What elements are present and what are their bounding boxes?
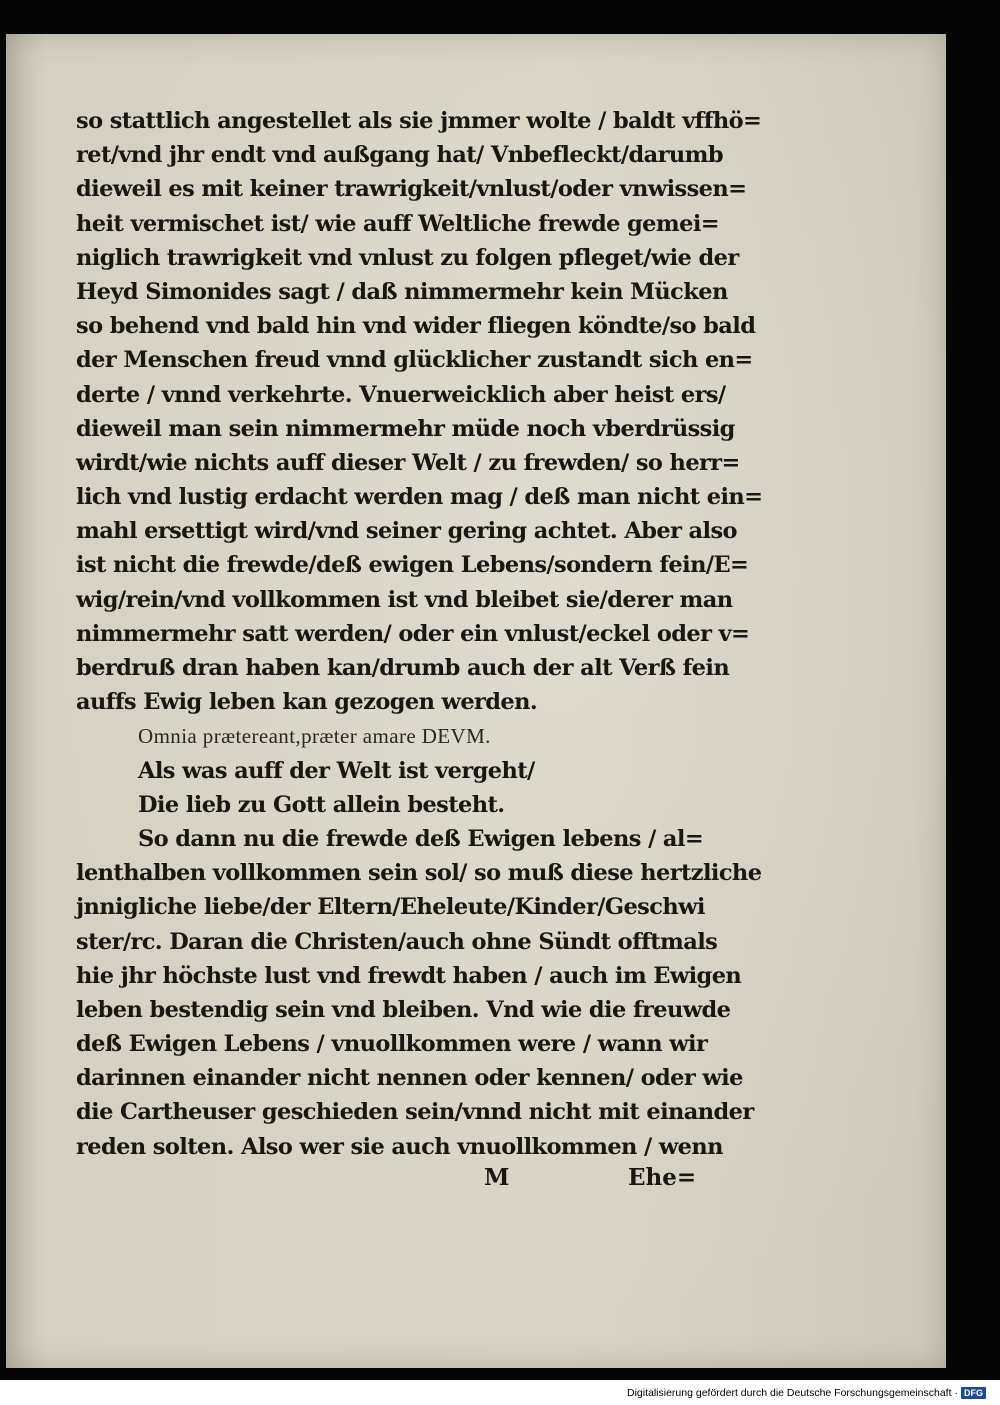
- verse-line: Die lieb zu Gott allein besteht.: [138, 791, 505, 818]
- text-line: derte / vnnd verkehrte. Vnuerweicklich aber heist ers/: [76, 381, 726, 408]
- text-line: reden solten. Also wer sie auch vnuollkommen / wenn: [76, 1133, 723, 1160]
- text-line: lenthalben vollkommen sein sol/ so muß diese hertzliche: [76, 860, 762, 887]
- text-line: ster/rc. Daran die Christen/auch ohne Sündt offtmals: [76, 928, 718, 955]
- text-line: der Menschen freud vnnd glücklicher zustandt sich en=: [76, 347, 753, 374]
- text-line: berdruß dran haben kan/drumb auch der alt Verß fein: [76, 655, 730, 681]
- text-line: lich vnd lustig erdacht werden mag / deß man nicht ein=: [76, 484, 763, 511]
- footer-text: Digitalisierung gefördert durch die Deutsche Forschungsgemeinschaft: [626, 1386, 952, 1399]
- text-line: heit vermischet ist/ wie auff Weltliche frewde gemei=: [76, 210, 720, 237]
- page-foot: [76, 1164, 716, 1200]
- text-line: dieweil man sein nimmermehr müde noch vberdrüssig: [76, 415, 735, 442]
- verse-line: Als was auff der Welt ist vergeht/: [138, 757, 535, 784]
- text-line: auffs Ewig leben kan gezogen werden.: [76, 689, 538, 716]
- text-line: So dann nu die frewde deß Ewigen lebens / al=: [138, 825, 704, 852]
- text-line: dieweil es mit keiner trawrigkeit/vnlust/oder vnwissen=: [76, 176, 747, 203]
- text-line: mahl ersettigt wird/vnd seiner gering achtet. Aber also: [76, 518, 737, 545]
- text-line: ret/vnd jhr endt vnd außgang hat/ Vnbefleckt/darumb: [76, 142, 724, 169]
- text-line: jnnigliche liebe/der Eltern/Eheleute/Kinder/Geschwi: [76, 894, 705, 921]
- text-line: darinnen einander nicht nennen oder kennen/ oder wie: [76, 1065, 743, 1092]
- footer-separator: ·: [954, 1386, 958, 1399]
- latin-verse: Omnia prætereant,præter amare DEVM.: [138, 724, 491, 749]
- page-text: [76, 104, 763, 1200]
- text-line: deß Ewigen Lebens / vnuollkommen were / wann wir: [76, 1031, 708, 1058]
- text-line: so behend vnd bald hin vnd wider fliegen köndte/so bald: [76, 313, 756, 340]
- text-line: hie jhr höchste lust vnd frewdt haben / auch im Ewigen: [76, 962, 742, 989]
- text-line: so stattlich angestellet als sie jmmer wolte / baldt vffhö=: [76, 108, 762, 134]
- text-line: Heyd Simonides sagt / daß nimmermehr kein Mücken: [76, 278, 728, 305]
- text-line: wig/rein/vnd vollkommen ist vnd bleibet sie/derer man: [76, 586, 733, 613]
- text-line: ist nicht die frewde/deß ewigen Lebens/sondern fein/E=: [76, 552, 749, 579]
- signature-mark: M: [484, 1163, 510, 1191]
- text-line: wirdt/wie nichts auff dieser Welt / zu frewden/ so herr=: [76, 449, 740, 476]
- footer-credit: [0, 1380, 1000, 1405]
- book-page: [6, 34, 946, 1368]
- dfg-logo-icon: DFG: [961, 1387, 986, 1399]
- text-line: leben bestendig sein vnd bleiben. Vnd wie die freuwde: [76, 996, 731, 1023]
- text-line: niglich trawrigkeit vnd vnlust zu folgen pfleget/wie der: [76, 244, 739, 271]
- catchword: Ehe=: [628, 1163, 697, 1191]
- text-line: die Cartheuser geschieden sein/vnnd nicht mit einander: [76, 1099, 754, 1126]
- text-line: nimmermehr satt werden/ oder ein vnlust/eckel oder v=: [76, 620, 750, 647]
